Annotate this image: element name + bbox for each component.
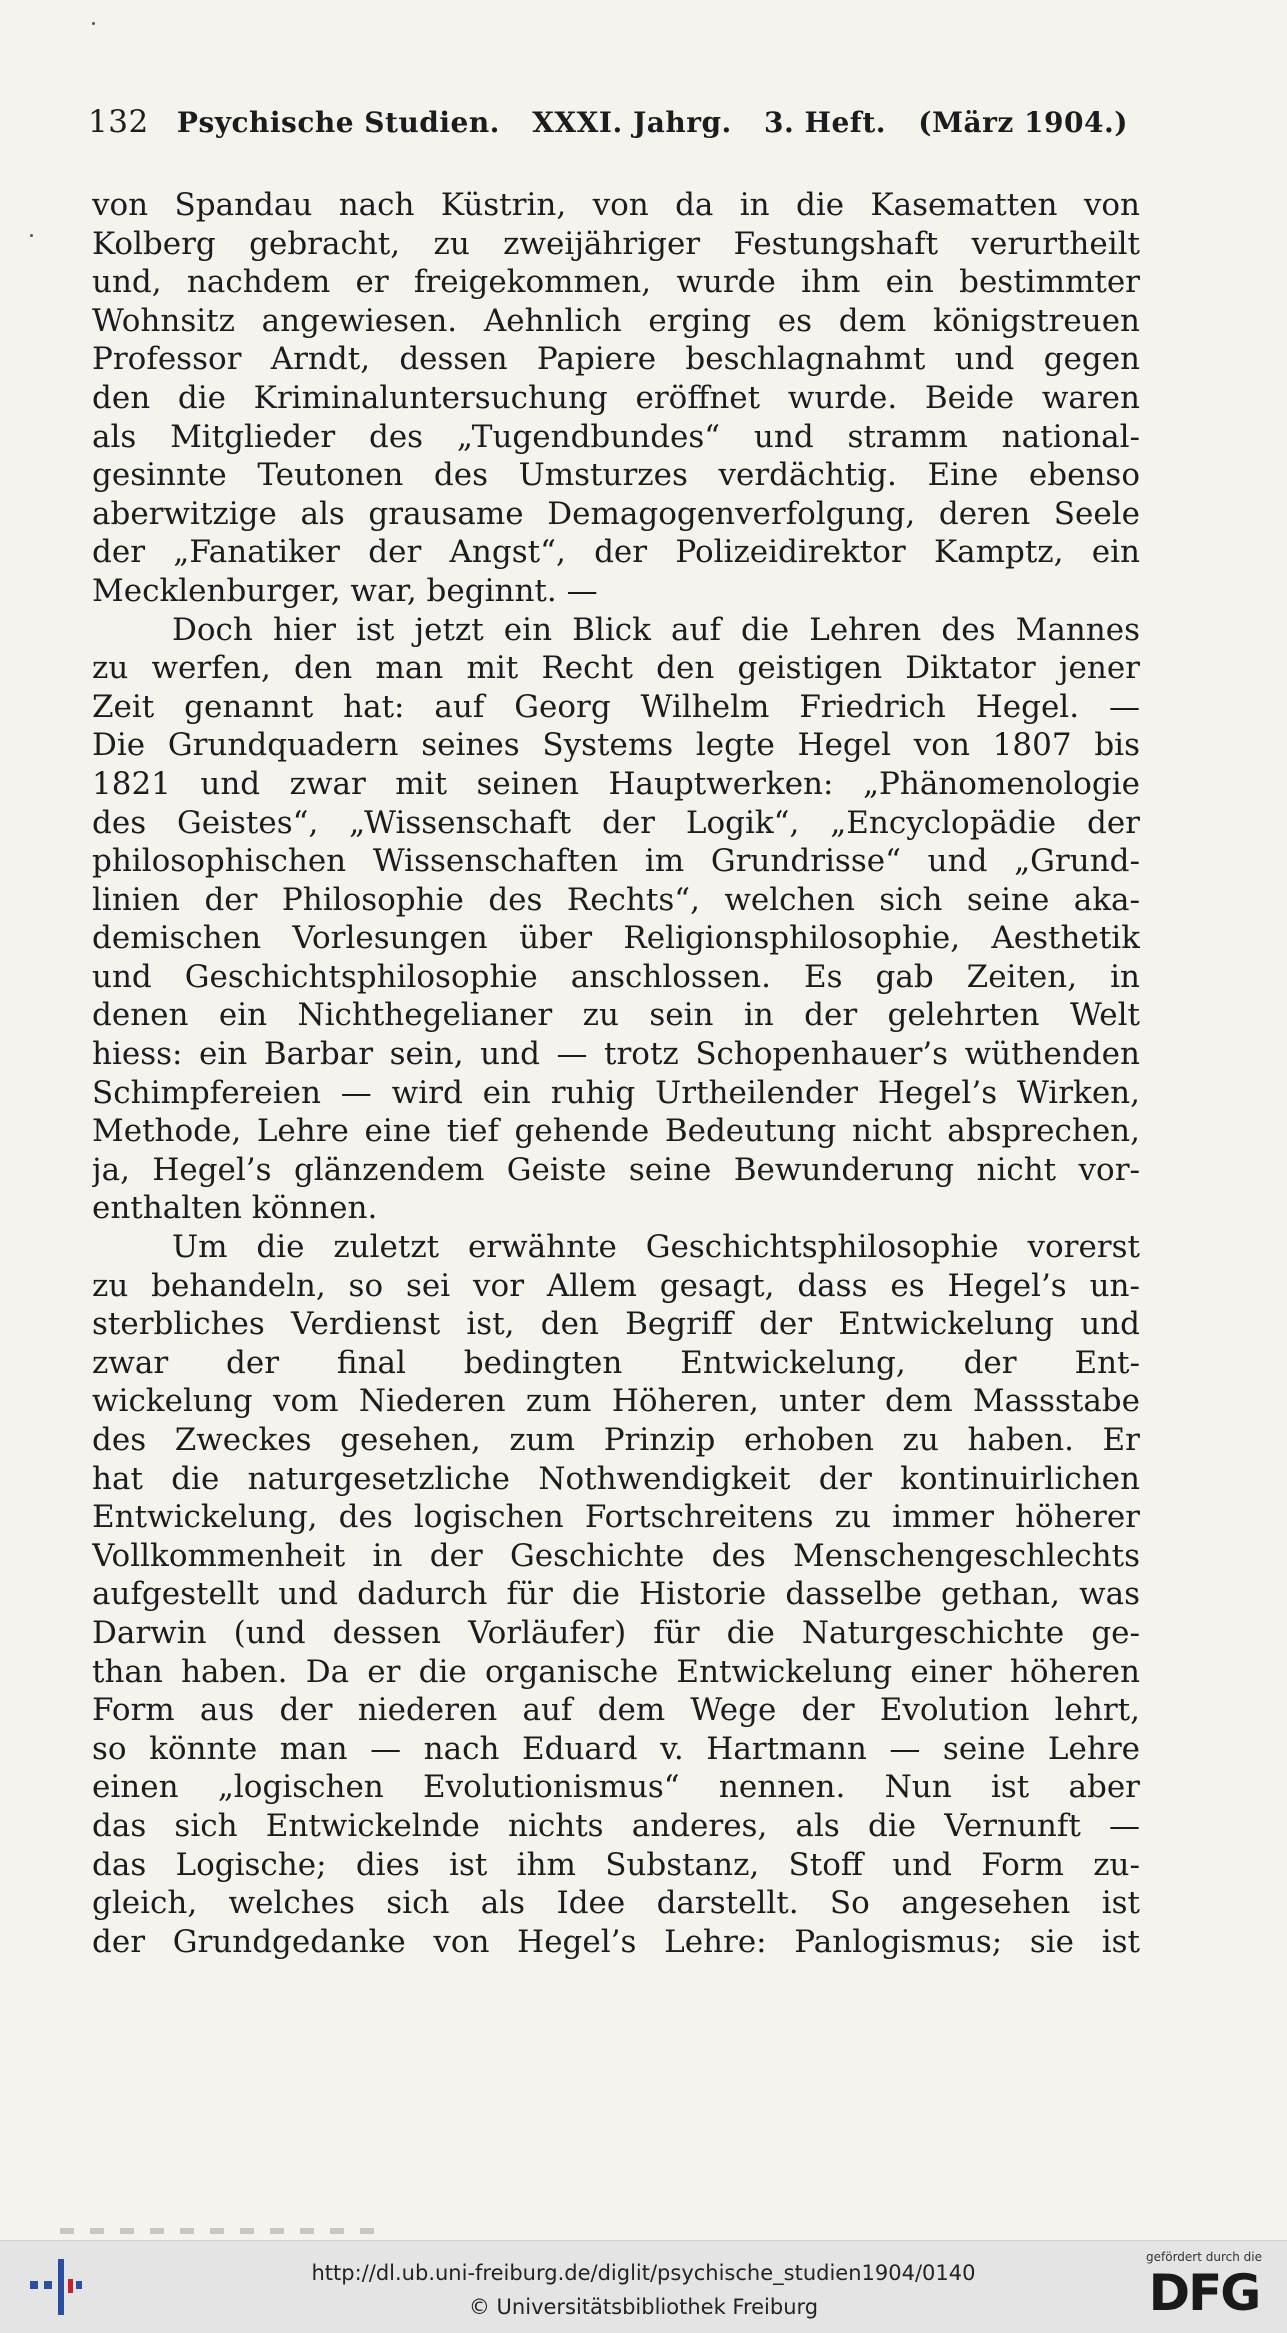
issue-label: 3. Heft. [764,106,887,139]
text-line: gesinnte Teutonen des Umsturzes verdächtig. Eine ebenso [92,457,1140,494]
text-line: Wohnsitz angewiesen. Aehnlich erging es dem königstreuen [92,302,1140,339]
text-line: linien der Philosophie des Rechts“, welchen sich seine aka- [92,881,1140,918]
cropped-footer-line [60,2228,390,2234]
sponsor-caption: gefördert durch die [1146,2250,1262,2264]
text-line: philosophischen Wissenschaften im Grundrisse“ und „Grund- [92,843,1140,880]
text-line: so könnte man — nach Eduard v. Hartmann — seine Lehre [92,1730,1140,1767]
text-line: denen ein Nichthegelianer zu sein in der gelehrten Welt [92,997,1140,1034]
running-header [88,104,1198,148]
issue-date: (März 1904.) [918,106,1128,139]
text-line: aufgestellt und dadurch für die Historie dasselbe gethan, was [92,1576,1140,1613]
scan-speck [92,22,95,25]
text-line: wickelung vom Niederen zum Höheren, unter dem Massstabe [92,1383,1140,1420]
text-line: Kolberg gebracht, zu zweijähriger Festungshaft verurtheilt [92,225,1140,262]
text-line: den die Kriminaluntersuchung eröffnet wurde. Beide waren [92,379,1140,416]
text-line: der „Fanatiker der Angst“, der Polizeidirektor Kamptz, ein [92,534,1140,571]
page-number: 132 [88,104,149,140]
text-line: aberwitzige als grausame Demagogenverfolgung, deren Seele [92,495,1140,532]
text-line: das sich Entwickelnde nichts anderes, als die Vernunft — [92,1807,1140,1844]
source-url-link[interactable]: http://dl.ub.uni-freiburg.de/diglit/psychische_studien1904/0140 [311,2261,976,2285]
body-text [92,186,1140,1961]
text-line: des Zweckes gesehen, zum Prinzip erhoben zu haben. Er [92,1422,1140,1458]
text-line: als Mitglieder des „Tugendbundes“ und stramm national- [92,418,1140,455]
text-line: 1821 und zwar mit seinen Hauptwerken: „Phänomenologie [92,765,1140,802]
text-line: zu behandeln, so sei vor Allem gesagt, dass es Hegel’s un- [92,1267,1140,1304]
text-line: Schimpfereien — wird ein ruhig Urtheilender Hegel’s Wirken, [92,1074,1140,1111]
text-line: des Geistes“, „Wissenschaft der Logik“, „Encyclopädie der [92,804,1140,841]
text-line: und, nachdem er freigekommen, wurde ihm ein bestimmter [92,264,1140,301]
text-line: Um die zuletzt erwähnte Geschichtsphilosophie vorerst [172,1229,1140,1266]
text-line: enthalten können. [92,1190,378,1227]
sponsor-mark: DFG [1148,2264,1260,2322]
journal-title: Psychische Studien. [176,106,500,139]
text-line: einen „logischen Evolutionismus“ nennen. Nun ist aber [92,1769,1140,1806]
text-line: than haben. Da er die organische Entwickelung einer höheren [92,1653,1140,1690]
text-line: demischen Vorlesungen über Religionsphilosophie, Aesthetik [92,920,1140,957]
text-line: Methode, Lehre eine tief gehende Bedeutung nicht absprechen, [92,1113,1140,1150]
viewer-footer-bar [0,2240,1287,2333]
text-line: Form aus der niederen auf dem Wege der Evolution lehrt, [92,1692,1140,1729]
text-line: hat die naturgesetzliche Nothwendigkeit der kontinuirlichen [92,1460,1140,1497]
text-line: Mecklenburger, war, beginnt. — [92,572,598,609]
scan-speck [30,234,33,237]
volume-label: XXXI. Jahrg. [532,106,732,139]
text-line: Doch hier ist jetzt ein Blick auf die Lehren des Mannes [172,611,1140,648]
text-line: Die Grundquadern seines Systems legte Hegel von 1807 bis [92,727,1140,764]
text-line: zu werfen, den man mit Recht den geistigen Diktator jener [92,650,1140,687]
text-line: und Geschichtsphilosophie anschlossen. Es gab Zeiten, in [92,958,1140,995]
text-line: der Grundgedanke von Hegel’s Lehre: Panlogismus; sie ist [92,1923,1140,1960]
text-line: von Spandau nach Küstrin, von da in die Kasematten von [92,187,1140,223]
text-line: sterbliches Verdienst ist, den Begriff der Entwickelung und [92,1306,1140,1343]
text-line: Darwin (und dessen Vorläufer) für die Naturgeschichte ge- [92,1614,1140,1651]
text-line: das Logische; dies ist ihm Substanz, Stoff und Form zu- [92,1846,1140,1883]
text-line: hiess: ein Barbar sein, und — trotz Schopenhauer’s wüthenden [92,1036,1140,1073]
text-line: Zeit genannt hat: auf Georg Wilhelm Friedrich Hegel. — [92,688,1140,725]
copyright-notice: © Universitätsbibliothek Freiburg [468,2295,819,2319]
text-line: Vollkommenheit in der Geschichte des Menschengeschlechts [92,1537,1140,1574]
text-line: gleich, welches sich als Idee darstellt. So angesehen ist [92,1885,1140,1922]
text-line: Entwickelung, des logischen Fortschreitens zu immer höherer [92,1499,1140,1536]
text-line: ja, Hegel’s glänzendem Geiste seine Bewunderung nicht vor- [92,1151,1140,1188]
text-line: zwar der final bedingten Entwickelung, der Ent- [92,1344,1140,1381]
text-line: Professor Arndt, dessen Papiere beschlagnahmt und gegen [92,341,1140,378]
dfg-logo-icon [1139,2249,1269,2327]
